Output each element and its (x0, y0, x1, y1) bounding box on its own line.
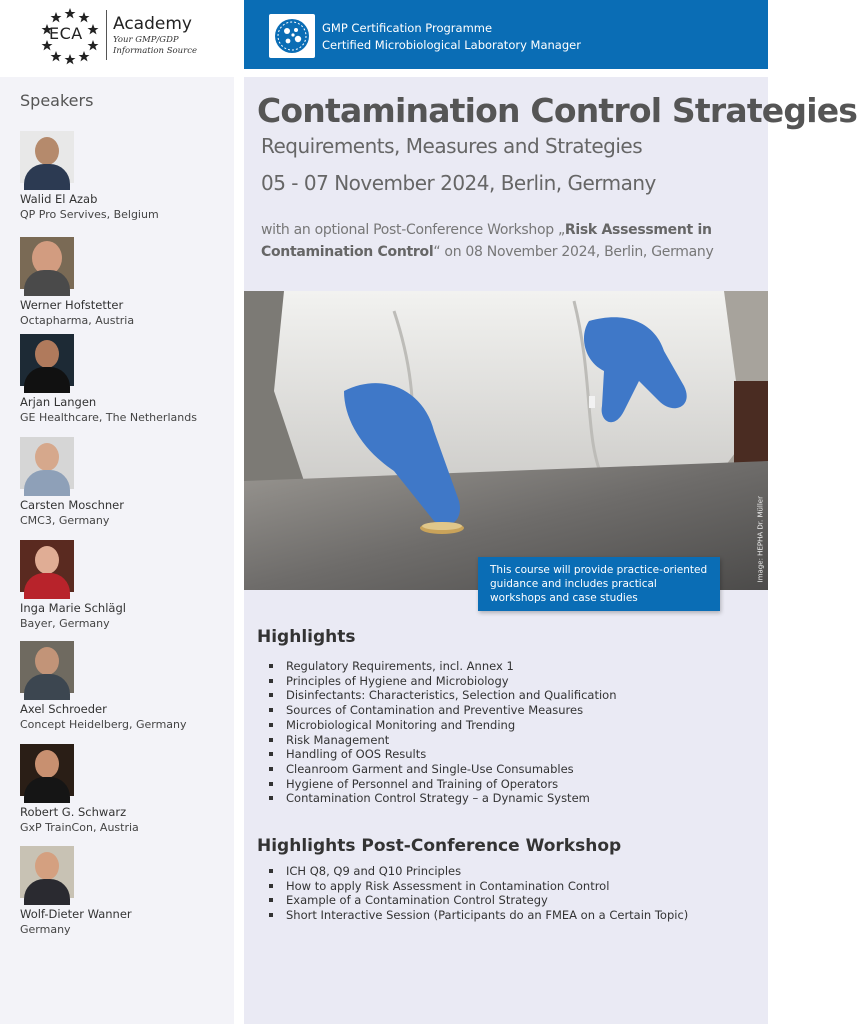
highlight-item: Microbiological Monitoring and Trending (268, 718, 617, 733)
highlight-item: Sources of Contamination and Preventive Measures (268, 703, 617, 718)
main-content (244, 77, 857, 1024)
highlight-item: Contamination Control Strategy – a Dynamic System (268, 791, 617, 806)
programme-certificate: Certified Microbiological Laboratory Manager (322, 38, 581, 52)
programme-banner (244, 0, 768, 69)
gmp-certification-logo (269, 14, 315, 58)
speaker-organisation: Octapharma, Austria (20, 314, 135, 327)
speaker-card (20, 437, 230, 527)
speaker-photo (20, 641, 74, 693)
lab-glove-photo (244, 291, 768, 590)
event-date-location: 05 - 07 November 2024, Berlin, Germany (261, 171, 656, 195)
workshop-title-line-2: Contamination Control (261, 244, 434, 260)
programme-name: GMP Certification Programme (322, 21, 493, 35)
speaker-organisation: QP Pro Servives, Belgium (20, 208, 159, 221)
speaker-card (20, 744, 230, 834)
image-credit: Image: HEPHA Dr. Müller (756, 496, 764, 583)
speaker-organisation: Germany (20, 923, 71, 936)
highlight-item: Disinfectants: Characteristics, Selection and Qualification (268, 688, 617, 703)
page-subtitle: Requirements, Measures and Strategies (261, 134, 643, 158)
workshop-highlights-heading: Highlights Post-Conference Workshop (257, 836, 622, 856)
speaker-card (20, 846, 230, 936)
speaker-card (20, 237, 230, 327)
workshop-highlight-item: ICH Q8, Q9 and Q10 Principles (268, 864, 688, 879)
speaker-card (20, 334, 230, 424)
workshop-highlight-item: How to apply Risk Assessment in Contamination Control (268, 879, 688, 894)
speaker-photo (20, 131, 74, 183)
speakers-sidebar (0, 77, 234, 1024)
highlights-heading: Highlights (257, 627, 356, 647)
workshop-suffix: “ on 08 November 2024, Berlin, Germany (433, 244, 714, 260)
speaker-organisation: GE Healthcare, The Netherlands (20, 411, 197, 424)
speaker-photo (20, 744, 74, 796)
speaker-organisation: GxP TrainCon, Austria (20, 821, 139, 834)
speaker-photo (20, 846, 74, 898)
eca-logo (0, 0, 234, 69)
hero-photo (244, 291, 768, 590)
speaker-name: Wolf-Dieter Wanner (20, 907, 132, 921)
workshop-highlight-item: Example of a Contamination Control Strategy (268, 893, 688, 908)
page-title: Contamination Control Strategies (257, 91, 857, 130)
course-callout: This course will provide practice-oriented guidance and includes practical workshops and case studies (478, 557, 720, 611)
speaker-organisation: CMC3, Germany (20, 514, 110, 527)
speaker-card (20, 540, 230, 630)
eca-logo-text: ECA (49, 24, 83, 43)
speaker-photo (20, 334, 74, 386)
highlights-list (268, 659, 617, 806)
speaker-name: Walid El Azab (20, 192, 98, 206)
microbe-circle-icon (269, 14, 315, 58)
logo-divider (106, 10, 107, 60)
speaker-photo (20, 237, 74, 289)
speaker-name: Carsten Moschner (20, 498, 124, 512)
highlight-item: Risk Management (268, 733, 617, 748)
highlight-item: Principles of Hygiene and Microbiology (268, 674, 617, 689)
speakers-heading: Speakers (20, 91, 94, 110)
workshop-note (261, 219, 761, 263)
speaker-photo (20, 540, 74, 592)
speaker-card (20, 641, 230, 731)
speaker-name: Axel Schroeder (20, 702, 107, 716)
workshop-highlights-list (268, 864, 688, 923)
highlight-item: Cleanroom Garment and Single-Use Consumables (268, 762, 617, 777)
workshop-title-line-1: Risk Assessment in (564, 222, 712, 238)
tagline-line-1: Your GMP/GDP (113, 35, 179, 45)
eca-tagline (113, 35, 213, 57)
highlight-item: Handling of OOS Results (268, 747, 617, 762)
speaker-name: Werner Hofstetter (20, 298, 124, 312)
highlight-item: Regulatory Requirements, incl. Annex 1 (268, 659, 617, 674)
speaker-photo (20, 437, 74, 489)
speaker-name: Robert G. Schwarz (20, 805, 127, 819)
speaker-card (20, 131, 230, 221)
speaker-organisation: Bayer, Germany (20, 617, 110, 630)
workshop-prefix: with an optional Post-Conference Workshop „ (261, 222, 565, 238)
workshop-highlight-item: Short Interactive Session (Participants do an FMEA on a Certain Topic) (268, 908, 688, 923)
speaker-name: Inga Marie Schlägl (20, 601, 126, 615)
tagline-line-2: Information Source (113, 46, 197, 56)
speaker-name: Arjan Langen (20, 395, 97, 409)
highlight-item: Hygiene of Personnel and Training of Operators (268, 777, 617, 792)
academy-label: Academy (113, 14, 192, 34)
speaker-organisation: Concept Heidelberg, Germany (20, 718, 187, 731)
